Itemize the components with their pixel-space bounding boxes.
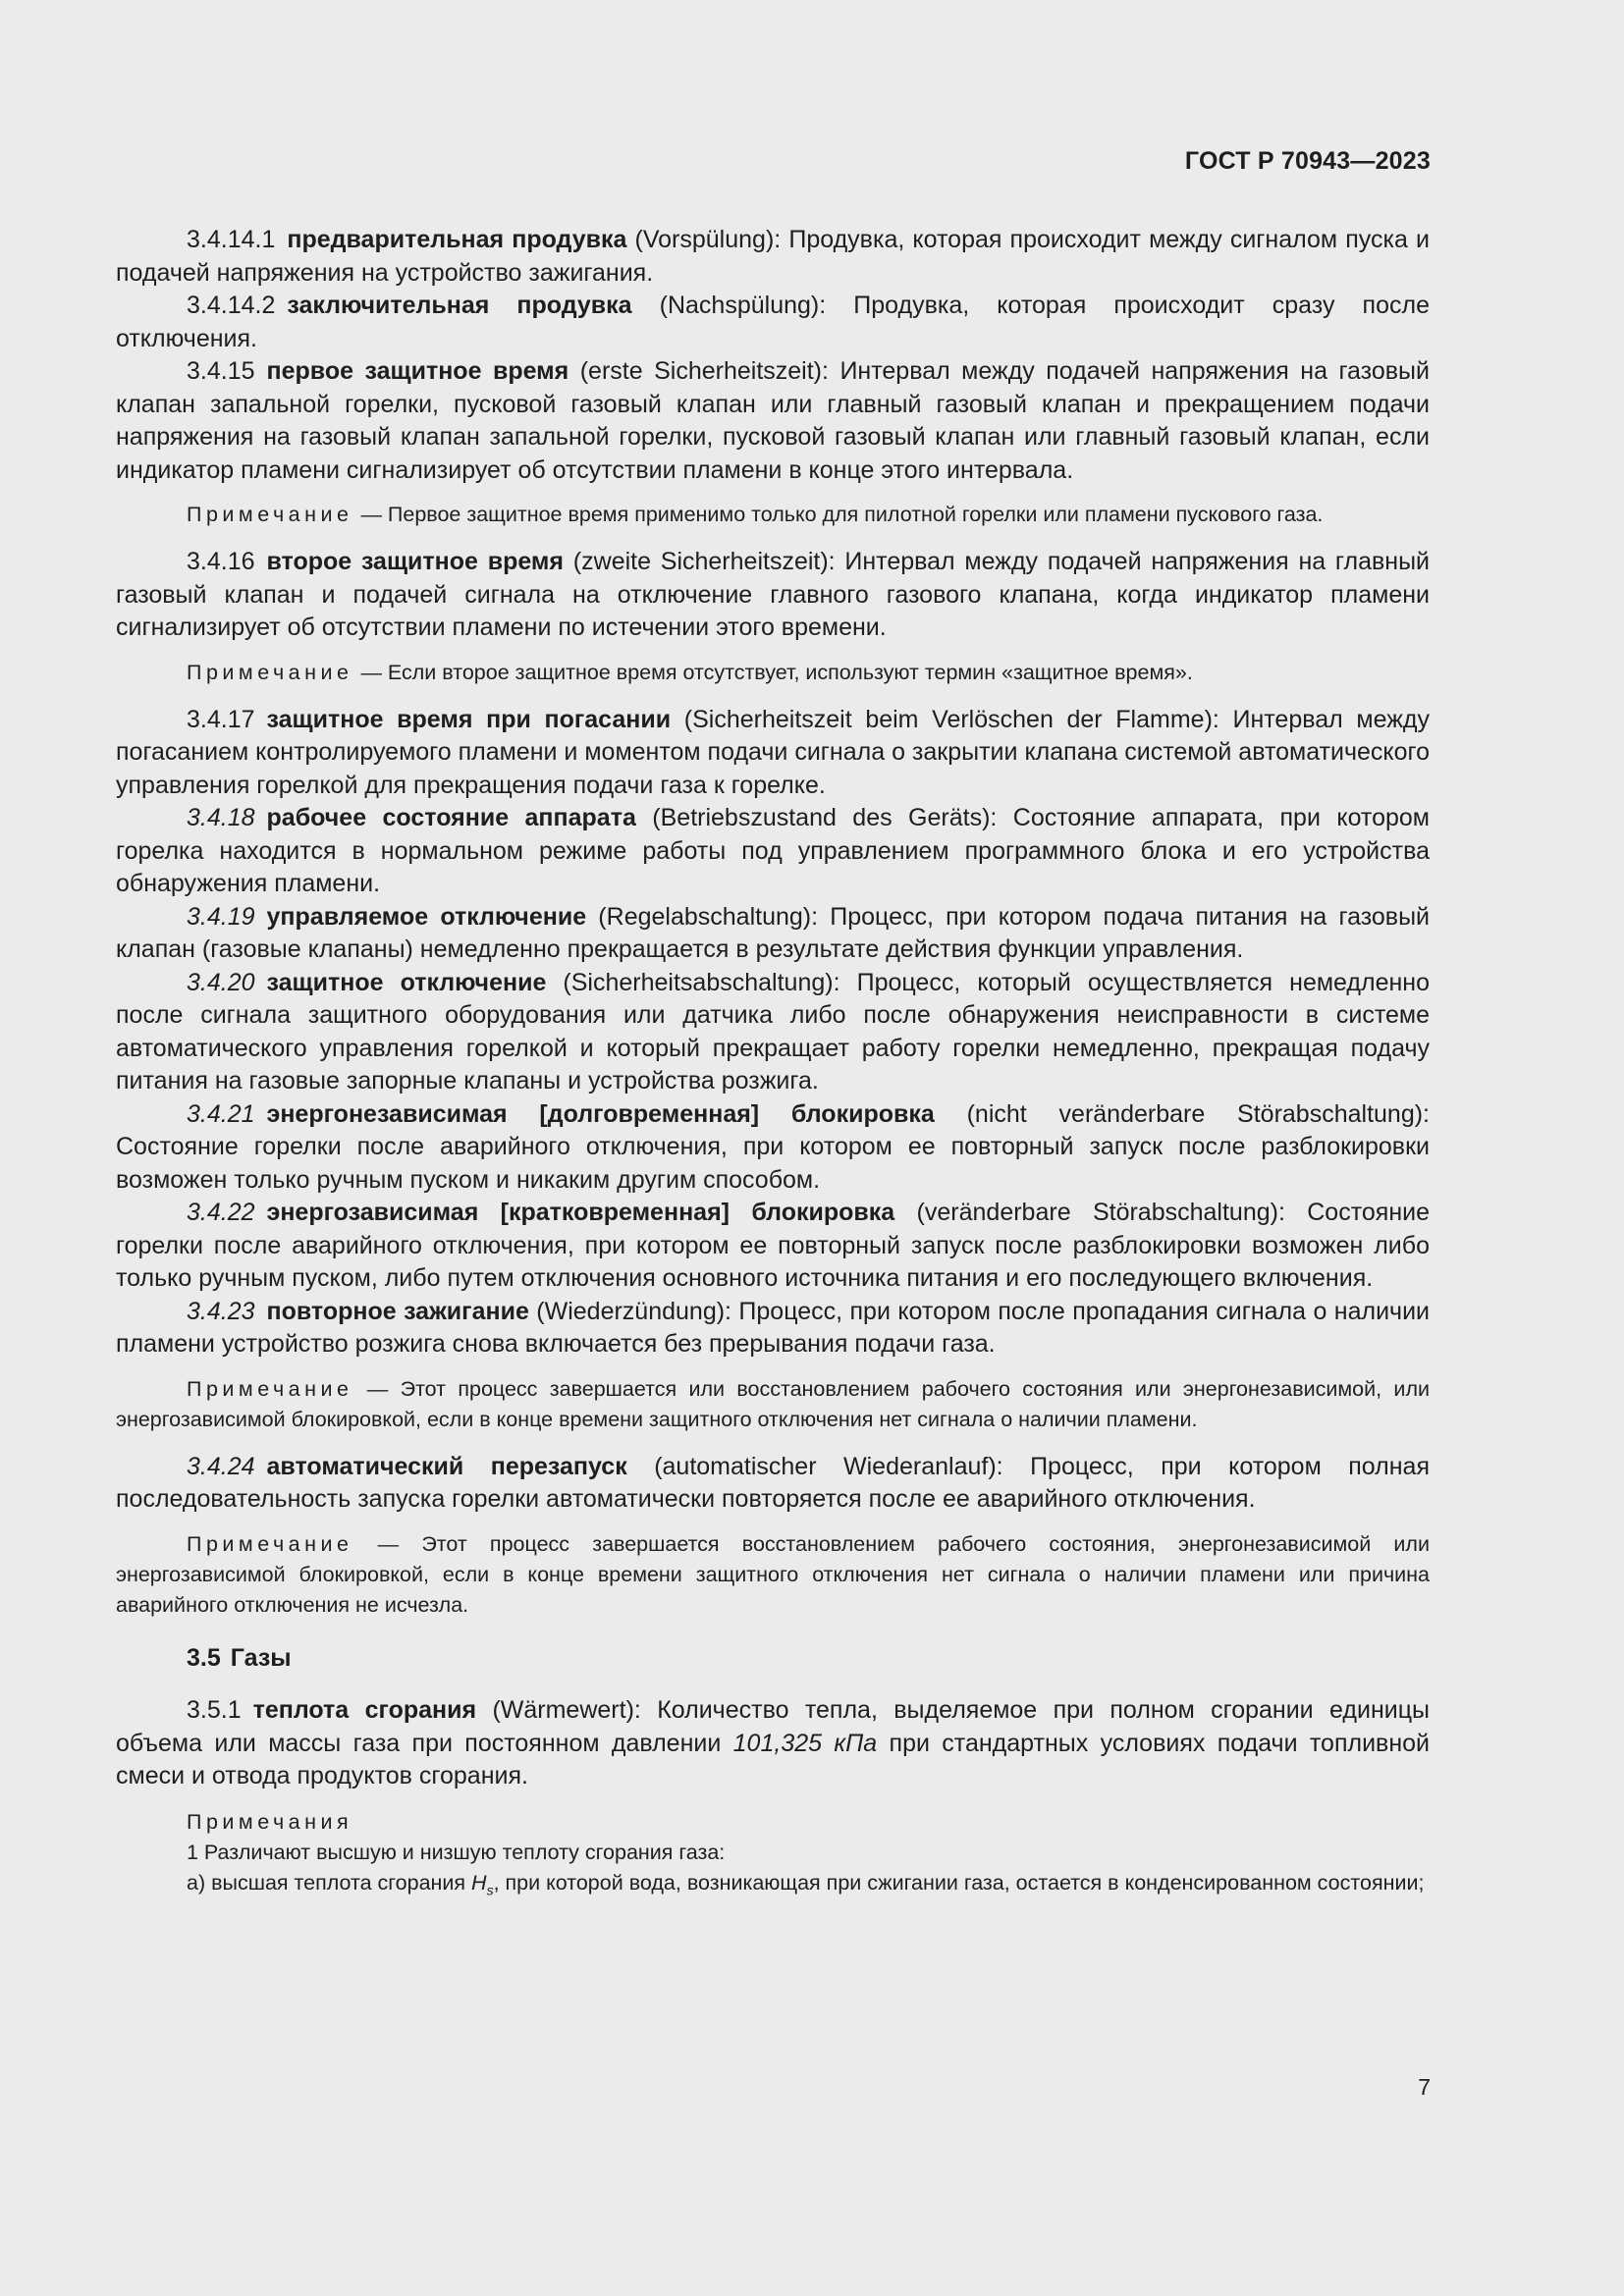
section-heading [116,1642,1430,1676]
term-name: энергонезависимая [долговременная] блокировка [266,1099,935,1128]
term-number: 3.5.1 [187,1696,242,1724]
term-name: управляемое отключение [266,902,587,931]
note-text: — Этот процесс завершается восстановлением рабочего состояния, энергонезависимой или энергозависимой блокировкой, если в конце времени защитного отключения нет сигнала о наличии пламени или причина аварийного отключения не исчезла. [116,1531,1430,1617]
page-content [116,224,1430,1905]
term-3-5-1 [116,1694,1430,1793]
term-name: повторное зажигание [266,1297,529,1325]
note-3-4-23 [116,1374,1430,1435]
term-number: 3.4.24 [187,1452,255,1480]
note-text: — Первое защитное время применимо только для пилотной горелки или пламени пускового газа. [360,503,1324,526]
term-name: теплота сгорания [252,1696,477,1724]
term-3-4-17 [116,704,1430,803]
notes-heading: Примечания [187,1809,353,1834]
term-number: 3.4.19 [187,902,255,931]
section-title: Газы [230,1643,292,1672]
term-name: энергозависимая [кратковременная] блокировка [266,1199,895,1226]
term-3-4-15 [116,355,1430,487]
term-definition: (nicht veränderbare Störabschaltung): Состояние горелки после аварийного отключения, при котором ее повторный запуск после разблокировки возможен только ручным пуском и никаким другим способом. [116,1099,1430,1194]
note-3-4-24 [116,1529,1430,1621]
note-item-a [116,1868,1430,1905]
term-name: первое защитное время [266,357,569,385]
term-3-4-19 [116,901,1430,967]
term-number: 3.4.14.2 [187,292,276,319]
page-number: 7 [1418,2074,1431,2100]
term-name: автоматический перезапуск [266,1452,627,1480]
note-label: Примечание [187,1376,353,1401]
term-definition: (Sicherheitsabschaltung): Процесс, который осуществляется немедленно после сигнала защитного оборудования или датчика либо после обнаружения неисправности в системе автоматического управления горелкой и который прекращает работу горелки немедленно, прекращая подачу питания на газовые запорные клапаны и устройства розжига. [116,968,1430,1095]
section-number: 3.5 [187,1643,221,1672]
term-3-4-20 [116,967,1430,1098]
term-number: 3.4.17 [187,705,255,733]
term-definition: (Regelabschaltung): Процесс, при котором подача питания на газовый клапан (газовые клапаны) немедленно прекращается в результате действия функции управления. [116,902,1431,963]
term-3-4-18 [116,802,1430,901]
term-definition: (Sicherheitszeit beim Verlöschen der Flamme): Интервал между погасанием контролируемого пламени и моментом подачи сигнала о закрытии клапана системой автоматического управления горелкой для прекращения подачи газа к горелке. [116,705,1430,799]
term-3-4-23 [116,1296,1430,1362]
note-item-1: 1 Различают высшую и низшую теплоту сгорания газа: [187,1840,726,1864]
note-3-4-15 [116,500,1430,530]
term-definition: (Wiederzündung): Процесс, при котором после пропадания сигнала о наличии пламени устройство розжига снова включается без прерывания подачи газа. [116,1297,1431,1358]
term-3-4-22 [116,1197,1430,1296]
document-header: ГОСТ Р 70943—2023 [1184,147,1431,175]
note-label: Примечание [187,1531,353,1556]
term-number: 3.4.20 [187,968,255,996]
term-definition: (automatischer Wiederanlauf): Процесс, при котором полная последовательность запуска горелки автоматически повторяется после ее аварийного отключения. [116,1452,1430,1513]
term-number: 3.4.22 [187,1199,255,1226]
term-definition: (Wärmewert): Количество тепла, выделяемое при полном сгорании единицы объема или массы газа при постоянном давлении [116,1696,1430,1757]
note-item-a-rest: , при которой вода, возникающая при сжигании газа, остается в конденсированном состоянии; [493,1870,1425,1895]
note-text: — Если второе защитное время отсутствует, используют термин «защитное время». [360,660,1193,684]
term-3-4-21 [116,1098,1430,1198]
term-definition: (zweite Sicherheitszeit): Интервал между подачей напряжения на главный газовый клапан и подачей сигнала на отключение главного газового клапана, когда индикатор пламени сигнализирует об отсутствии пламени по истечении этого времени. [116,548,1431,641]
term-definition: (erste Sicherheitszeit): Интервал между подачей напряжения на газовый клапан запальной горелки, пусковой газовый клапан или главный газовый клапан и прекращением подачи напряжения на газовый клапан запальной горелки, пусковой газовый клапан или главный газовый клапан, если индикатор пламени сигнализирует об отсутствии пламени в конце этого интервала. [116,357,1430,484]
note-label: Примечание [187,660,353,684]
term-3-4-14-1 [116,224,1430,290]
note-item-a-prefix: а) высшая теплота сгорания [187,1870,472,1895]
term-name: защитное отключение [266,968,547,996]
term-definition-end: при стандартных условиях подачи топливной смеси и отвода продуктов сгорания. [116,1729,1431,1789]
formula-symbol [471,1871,494,1895]
term-name: второе защитное время [266,548,565,575]
term-name: заключительная продувка [287,292,632,319]
term-definition: (Nachspülung): Продувка, которая происходит сразу после отключения. [116,292,1430,352]
term-name: предварительная продувка [287,226,627,253]
note-3-4-16 [116,658,1430,688]
term-number: 3.4.21 [187,1099,255,1128]
term-number: 3.4.15 [187,357,255,385]
note-label: Примечание [187,503,353,526]
term-name: защитное время при погасании [266,705,672,733]
term-number: 3.4.16 [187,548,255,575]
note-text: — Этот процесс завершается или восстановлением рабочего состояния или энергонезависимой, или энергозависимой блокировкой, если в конце времени защитного отключения нет сигнала о наличии пламени. [116,1376,1430,1431]
term-definition: (Vorspülung): Продувка, которая происходит между сигналом пуска и подачей напряжения на устройство зажигания. [116,226,1430,287]
term-3-4-24 [116,1451,1430,1517]
term-name: рабочее состояние аппарата [266,804,636,831]
pressure-value: 101,325 кПа [732,1729,878,1757]
symbol-h: H [471,1870,487,1895]
term-3-4-16 [116,546,1430,645]
term-number: 3.4.18 [187,804,255,831]
term-definition: (Betriebszustand des Geräts): Состояние аппарата, при котором горелка находится в нормальном режиме работы под управлением программного блока и его устройства обнаружения пламени. [116,804,1430,897]
term-definition: (veränderbare Störabschaltung): Состояние горелки после аварийного отключения, при котором ее повторный запуск после разблокировки возможен либо только ручным пуском, либо путем отключения основного источника питания и его последующего включения. [116,1199,1431,1292]
term-number: 3.4.23 [187,1297,255,1325]
term-3-4-14-2 [116,290,1430,355]
symbol-subscript: s [486,1881,494,1897]
term-number: 3.4.14.1 [187,226,276,253]
